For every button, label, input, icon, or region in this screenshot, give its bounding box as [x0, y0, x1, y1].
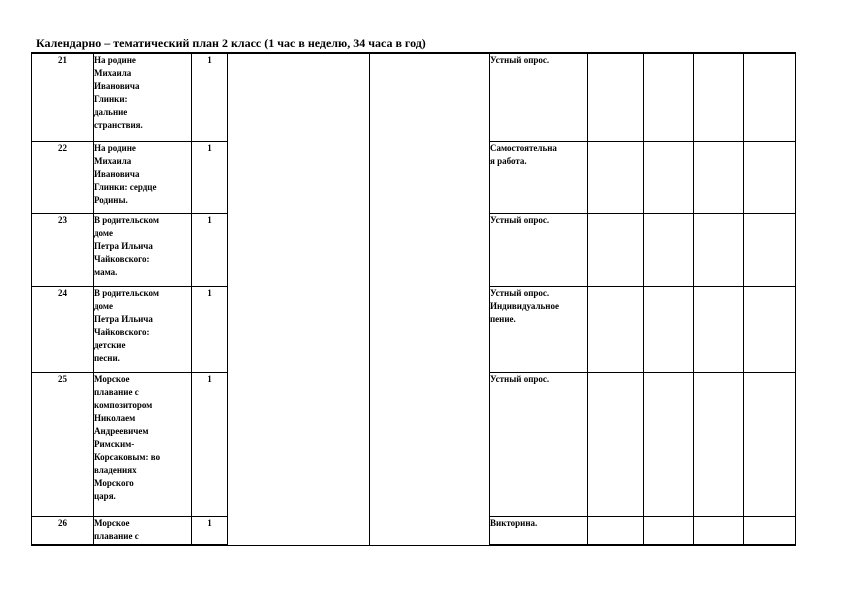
- lesson-number: 26: [32, 516, 94, 545]
- topic-line: детские: [94, 339, 126, 350]
- topic-line: Римским-: [94, 438, 135, 449]
- empty-cell: [644, 286, 694, 372]
- lesson-hours: 1: [192, 286, 228, 372]
- form-line: Устный опрос.: [490, 287, 550, 298]
- lesson-topic: [94, 53, 192, 141]
- topic-line: Глинки:: [94, 94, 128, 104]
- topic-line: Андреевичем: [94, 425, 149, 436]
- topic-line: дальние: [94, 107, 128, 117]
- plan-table: [31, 52, 796, 546]
- form-line: Индивидуальное: [490, 300, 559, 311]
- topic-line: Ивановича: [94, 81, 140, 91]
- control-form: [490, 286, 588, 372]
- topic-line: Николаем: [94, 412, 136, 423]
- form-line: Устный опрос.: [490, 373, 550, 384]
- lesson-topic: [94, 286, 192, 372]
- lesson-hours: 1: [192, 516, 228, 545]
- empty-cell: [694, 372, 744, 516]
- empty-cell: [744, 141, 796, 213]
- topic-line: На родине: [94, 142, 136, 153]
- empty-cell: [588, 141, 644, 213]
- topic-line: Чайковского:: [94, 326, 150, 337]
- lesson-number: 25: [32, 372, 94, 516]
- empty-cell: [744, 286, 796, 372]
- topic-line: Корсаковым: во: [94, 451, 161, 462]
- topic-line: странствия.: [94, 120, 143, 130]
- control-form: [490, 516, 588, 545]
- empty-cell: [588, 372, 644, 516]
- topic-line: На родине: [94, 55, 136, 65]
- table-row: [32, 53, 796, 141]
- topic-line: плавание с: [94, 530, 139, 541]
- empty-cell: [744, 53, 796, 141]
- lesson-topic: [94, 213, 192, 286]
- lesson-number: 22: [32, 141, 94, 213]
- lesson-hours: 1: [192, 141, 228, 213]
- topic-line: мама.: [94, 266, 118, 277]
- empty-cell: [588, 53, 644, 141]
- empty-cell: [694, 53, 744, 141]
- topic-line: доме: [94, 300, 114, 311]
- empty-cell: [588, 213, 644, 286]
- empty-cell: [644, 372, 694, 516]
- empty-cell: [644, 213, 694, 286]
- lesson-hours: 1: [192, 213, 228, 286]
- topic-line: Морское: [94, 517, 130, 528]
- empty-cell: [588, 516, 644, 545]
- topic-line: песни.: [94, 352, 120, 363]
- topic-line: доме: [94, 227, 114, 238]
- empty-cell: [694, 516, 744, 545]
- form-line: Устный опрос.: [490, 214, 550, 225]
- lesson-topic: [94, 372, 192, 516]
- empty-cell: [644, 53, 694, 141]
- empty-cell: [644, 516, 694, 545]
- topic-line: владениях: [94, 464, 137, 475]
- topic-line: В родительском: [94, 287, 159, 298]
- topic-line: Морского: [94, 477, 134, 488]
- lesson-number: 24: [32, 286, 94, 372]
- empty-cell: [644, 141, 694, 213]
- topic-line: В родительском: [94, 214, 159, 225]
- empty-column-merged-2: [370, 53, 490, 545]
- empty-cell: [694, 213, 744, 286]
- form-line: пение.: [490, 313, 516, 324]
- control-form: [490, 53, 588, 141]
- lesson-hours: 1: [192, 53, 228, 141]
- lesson-number: 23: [32, 213, 94, 286]
- topic-line: Родины.: [94, 194, 128, 205]
- empty-cell: [694, 286, 744, 372]
- empty-cell: [694, 141, 744, 213]
- lesson-hours: 1: [192, 372, 228, 516]
- topic-line: Глинки: сердце: [94, 181, 157, 192]
- lesson-topic: [94, 516, 192, 545]
- control-form: [490, 141, 588, 213]
- topic-line: Чайковского:: [94, 253, 150, 264]
- lesson-number: 21: [32, 53, 94, 141]
- topic-line: царя.: [94, 490, 116, 501]
- empty-cell: [588, 286, 644, 372]
- topic-line: Петра Ильича: [94, 313, 153, 324]
- topic-line: Морское: [94, 373, 130, 384]
- form-line: я работа.: [490, 155, 527, 166]
- topic-line: композитором: [94, 399, 153, 410]
- empty-cell: [744, 372, 796, 516]
- empty-column-merged: [228, 53, 370, 545]
- control-form: [490, 372, 588, 516]
- page-title: Календарно – тематический план 2 класс (1 час в неделю, 34 часа в год): [36, 36, 426, 50]
- form-line: Викторина.: [490, 517, 538, 528]
- empty-cell: [744, 516, 796, 545]
- empty-cell: [744, 213, 796, 286]
- lesson-topic: [94, 141, 192, 213]
- form-line: Устный опрос.: [490, 55, 550, 65]
- topic-line: Петра Ильича: [94, 240, 153, 251]
- topic-line: Михаила: [94, 68, 132, 78]
- form-line: Самостоятельна: [490, 142, 557, 153]
- topic-line: плавание с: [94, 386, 139, 397]
- topic-line: Михаила: [94, 155, 132, 166]
- control-form: [490, 213, 588, 286]
- topic-line: Ивановича: [94, 168, 140, 179]
